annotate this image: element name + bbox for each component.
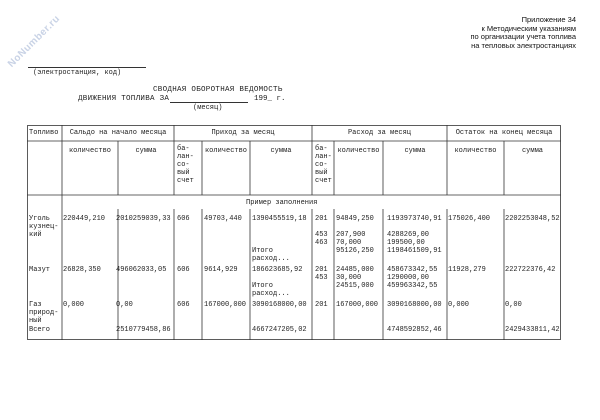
document-title: СВОДНАЯ ОБОРОТНАЯ ВЕДОМОСТЬ (153, 86, 283, 94)
subheader-quantity: количество (337, 147, 380, 155)
cell-closing-sum: 222722376,42 (505, 266, 556, 274)
subheader-sum: сумма (135, 147, 157, 155)
subheader-balance-account: ба- лан- со- вый счет (177, 145, 194, 185)
cell-opening-sum: 2010259039,33 (116, 215, 171, 223)
row-fuel-name: Газ природ- ный (29, 301, 59, 325)
cell-total-closing-sum: 2429433811,42 (505, 326, 560, 334)
corner-ribbon (0, 0, 106, 14)
cell-total-expense-label: Итого расход... (252, 282, 290, 298)
cell-opening-qty: 220449,210 (63, 215, 106, 223)
header-income: Приход за месяц (211, 129, 275, 137)
org-underline (28, 67, 146, 68)
example-caption: Пример заполнения (246, 199, 318, 207)
subheader-quantity: количество (68, 147, 111, 155)
cell-expense-accounts: 201 453 (315, 266, 328, 282)
subheader-quantity: количество (454, 147, 497, 155)
cell-closing-qty: 11928,279 (448, 266, 486, 274)
cell-total-opening-sum: 2510779458,86 (116, 326, 171, 334)
cell-opening-sum: 0,00 (116, 301, 133, 309)
subheader-sum: сумма (270, 147, 292, 155)
subheader-sum: сумма (404, 147, 426, 155)
cell-income-qty: 167000,000 (204, 301, 247, 309)
cell-expense-sum: 1193973740,91 4288269,00 199500,00 1198461509,91 (387, 215, 442, 255)
appendix-block (470, 16, 576, 50)
appendix-line: на тепловых электростанциях (471, 40, 576, 50)
cell-expense-accounts: 201 (315, 301, 328, 309)
cell-income-account: 606 (177, 215, 190, 223)
cell-income-account: 606 (177, 301, 190, 309)
subheader-quantity: количество (204, 147, 247, 155)
month-underline (170, 102, 248, 103)
cell-total-expense-sum: 4748592852,46 (387, 326, 442, 334)
cell-income-qty: 9614,929 (204, 266, 238, 274)
header-opening-balance: Сальдо на начало месяца (69, 129, 167, 137)
cell-opening-qty: 0,000 (63, 301, 85, 309)
cell-expense-qty: 24485,000 30,000 24515,000 (336, 266, 374, 290)
header-expense: Расход за месяц (347, 129, 411, 137)
cell-closing-qty: 175026,400 (448, 215, 491, 223)
cell-opening-sum: 496062033,05 (116, 266, 167, 274)
cell-income-sum: 1390455519,18 (252, 215, 307, 223)
subheader-balance-account: ба- лан- со- вый счет (315, 145, 332, 185)
month-caption: (месяц) (193, 104, 223, 112)
cell-income-account: 606 (177, 266, 190, 274)
cell-income-sum: 3090168000,00 (252, 301, 307, 309)
appendix-line: Приложение 34 (521, 15, 576, 24)
cell-expense-qty: 94849,250 207,900 70,000 95126,250 (336, 215, 374, 255)
cell-total-expense-label: Итого расход... (252, 247, 290, 263)
watermark: NoNumber.ru (6, 13, 63, 70)
row-total-label: Всего (29, 326, 51, 334)
cell-expense-accounts: 201 453 463 (315, 215, 328, 247)
cell-closing-sum: 2202253048,52 (505, 215, 560, 223)
cell-expense-sum: 3090168000,00 (387, 301, 442, 309)
row-fuel-name: Уголь кузнец- кий (29, 215, 59, 239)
appendix-line: к Методическим указаниям (481, 23, 576, 33)
cell-expense-sum: 458673342,55 1290000,00 459963342,55 (387, 266, 438, 290)
fuel-turnover-table (27, 125, 561, 340)
cell-opening-qty: 26828,350 (63, 266, 101, 274)
subheader-sum: сумма (521, 147, 543, 155)
appendix-line: по организации учета топлива (470, 32, 576, 42)
cell-closing-qty: 0,000 (448, 301, 470, 309)
cell-expense-qty: 167000,000 (336, 301, 379, 309)
cell-total-income-sum: 4667247205,02 (252, 326, 307, 334)
row-fuel-name: Мазут (29, 266, 51, 274)
cell-income-sum: 186623685,92 (252, 266, 303, 274)
header-closing-balance: Остаток на конец месяца (455, 129, 553, 137)
org-caption: (электростанция, код) (33, 69, 122, 77)
document-subtitle: ДВИЖЕНИЯ ТОПЛИВА ЗА (78, 95, 170, 103)
cell-income-qty: 49703,440 (204, 215, 242, 223)
year-label: 199_ г. (254, 95, 286, 103)
header-fuel: Топливо (29, 129, 59, 137)
cell-closing-sum: 0,00 (505, 301, 522, 309)
